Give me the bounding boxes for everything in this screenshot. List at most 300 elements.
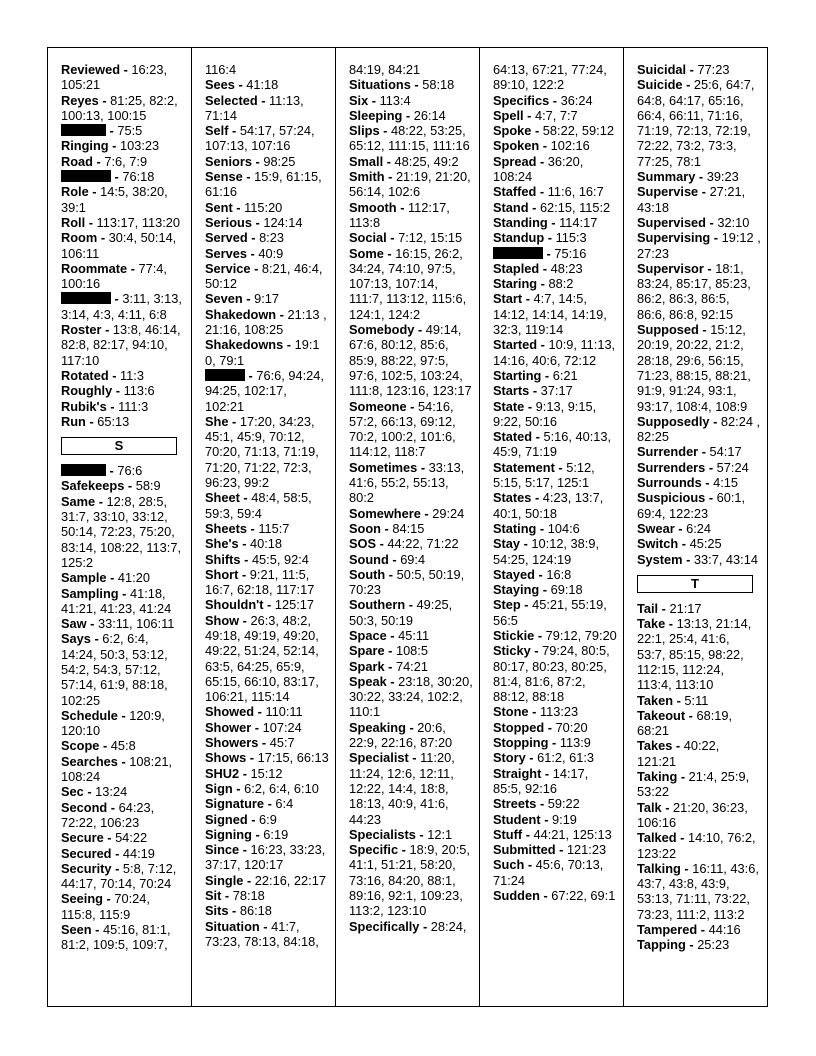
index-entry-role [61,184,185,215]
page-line-refs: 9:17 [254,291,280,307]
index-entry-supervise [637,184,761,215]
page-line-refs: 6:2, 6:4, 14:24, 50:3, 53:12, 54:2, 54:3, 57:12, 57:14, 61:9, 88:18, 102:25 [61,631,168,708]
term-separator: - [232,199,245,215]
page-line-refs: 5:11 [684,692,709,708]
index-entry-six [349,93,473,108]
index-entry-step [493,597,617,628]
index-term: Says [61,631,91,647]
index-entry-shifts [205,552,329,567]
page-line-refs: 79:12, 79:20 [545,627,617,643]
index-entry-specialists [349,827,473,842]
page-line-refs: 45:11 [398,627,430,643]
page-line-refs: 11:3 [120,367,144,383]
term-separator: - [384,643,396,659]
page-line-refs: 9:13, 9:15, 9:22, 50:16 [493,398,597,429]
index-entry-reyes [61,93,185,124]
term-separator: - [537,276,549,292]
term-separator: - [263,597,275,613]
index-term: Same [61,493,96,509]
index-entry-sheet [205,490,329,521]
page-line-refs: 37:17 [540,383,573,399]
page-line-refs: 11:6, 16:7 [547,184,604,200]
index-entry-service [205,261,329,292]
index-entry-sound [349,552,473,567]
term-separator: - [410,77,423,93]
term-separator: - [539,138,551,154]
index-entry-sleeping [349,108,473,123]
index-term: Spoken [493,138,540,154]
index-term: Seniors [205,153,252,169]
index-term: Sits [205,903,229,919]
term-separator: - [406,398,418,414]
index-term: Shows [205,750,247,766]
term-separator: - [661,799,674,815]
index-term: Scope [61,738,100,754]
page-line-refs: 19:12 , 27:23 [637,230,761,261]
page-line-refs: 44:22, 71:22 [387,536,459,552]
term-separator: - [419,918,431,934]
index-term: Ringing [61,138,109,154]
term-separator: - [239,490,252,506]
index-entry-shakedown [205,307,329,338]
term-separator: - [541,367,553,383]
page-line-refs: 74:21 [395,658,428,674]
index-entry-stickie [493,628,617,643]
term-separator: - [386,230,399,246]
index-entry-social [349,230,473,245]
index-entry-specific [349,842,473,918]
index-entry-secured [61,846,185,861]
page-line-refs: 82:24 , 82:25 [637,413,761,445]
index-entry-sample [61,570,185,585]
term-separator: - [242,291,255,307]
page-line-refs: 12:1 [427,826,453,842]
index-entry-stapled [493,261,617,276]
term-separator: - [386,673,399,689]
page-line-refs: 45:7 [269,735,295,751]
index-term: Roster [61,322,102,338]
term-separator: - [674,520,687,536]
index-term: Speaking [349,719,406,735]
index-entry-space [349,628,473,643]
term-separator: - [385,566,397,582]
index-term: Service [205,260,251,276]
index-term: Stopped [493,719,545,735]
page-line-refs: 88:2 [548,276,574,292]
index-entry-talking [637,861,761,922]
page-line-refs: 45:21, 55:19, 56:5 [493,597,607,628]
term-separator: - [251,214,264,230]
page-line-refs: 10:12, 38:9, 54:25, 124:19 [493,536,600,567]
page-line-refs: 8:21, 46:4, 50:12 [205,260,323,292]
index-entry-sos [349,536,473,551]
page-line-refs: 54:17, 57:24, 107:13, 107:16 [205,123,315,154]
index-term: Specifically [349,918,420,934]
index-entry-straight [493,766,617,797]
term-separator: - [254,704,266,720]
term-separator: - [705,490,717,506]
index-entry [205,368,329,414]
index-entry-seven [205,291,329,306]
term-separator: - [239,765,251,781]
page-line-refs: 5:8, 7:12, 44:17, 70:14, 70:24 [61,860,177,892]
index-entry-standup [493,230,617,245]
page-line-refs: 5:12, 5:15, 5:17, 125:1 [493,459,595,491]
index-term: Situation [205,918,260,934]
page-line-refs: 45:16, 81:1, 81:2, 109:5, 109:7, [61,922,171,953]
index-entry-stopping [493,735,617,750]
term-separator: - [251,826,264,842]
letter-header: S [61,437,177,455]
term-separator: - [88,184,101,200]
index-term: Role [61,184,89,200]
index-term: Sees [205,77,235,93]
index-entry-submitted [493,842,617,857]
index-entry-statement [493,460,617,491]
page-line-refs: 120:9, 120:10 [61,707,165,739]
index-entry-spare [349,643,473,658]
index-term: South [349,566,386,582]
page-line-refs: 19:1 0, 79:1 [205,337,320,368]
index-entry-shouldn-t [205,597,329,612]
index-entry-speak [349,674,473,720]
term-separator: - [710,230,722,246]
index-term: Spare [349,643,385,659]
page-line-refs: 49:25, 50:3, 50:19 [349,597,453,628]
page-line-refs: 27:21, 43:18 [637,184,746,215]
page-line-refs: 13:24 [95,784,128,800]
page-line-refs: 17:15, 66:13 [257,750,329,766]
index-entry-sense [205,169,329,200]
index-entry-student [493,812,617,827]
page-line-refs: 48:22, 53:25, 65:12, 111:15, 111:16 [349,123,470,154]
term-separator: - [251,153,264,169]
index-entry-she-s [205,536,329,551]
index-entry-sees [205,77,329,92]
page-line-refs: 4:7, 7:7 [534,107,578,123]
index-term: Someone [349,398,407,414]
index-entry-selected [205,93,329,124]
term-separator: - [383,245,396,261]
index-entry-specifically [349,919,473,934]
term-separator: - [520,597,533,613]
index-entry-ringing [61,138,185,153]
index-entry-sticky [493,643,617,704]
index-entry [61,169,185,184]
index-term: Show [205,612,240,628]
index-term: Sample [61,570,107,586]
term-separator: - [530,643,543,659]
page-line-refs: 61:2, 61:3 [537,750,595,766]
page-line-refs: 110:11 [265,704,303,720]
term-separator: - [257,92,270,108]
index-term: Roughly [61,383,113,399]
index-entry-streets [493,796,617,811]
index-term: Serves [205,245,247,261]
index-entry-serious [205,215,329,230]
index-term: Tampered [637,922,698,938]
index-entry-taking [637,769,761,800]
index-entry-schedule [61,708,185,739]
index-entry-specialist [349,750,473,826]
index-entry-sent [205,200,329,215]
page-line-refs: 76:6, 94:24, 94:25, 102:17, 102:21 [205,367,324,414]
index-entry-surrounds [637,475,761,490]
page-line-refs: 17:20, 34:23, 45:1, 45:9, 70:12, 70:20, 71:13, 71:19, 71:20, 71:22, 72:3, 96:23, 99:2 [205,413,319,491]
index-term: Self [205,123,229,139]
page-line-refs: 16:15, 26:2, 34:24, 74:10, 97:5, 107:13, 107:14, 111:7, 113:12, 115:6, 124:1, 124:2 [349,245,467,322]
page-line-refs: 58:18 [422,77,455,93]
index-entry-specifics [493,93,617,108]
page-line-refs: 25:23 [697,937,730,953]
index-term: Staring [493,276,538,292]
index-entry-seniors [205,154,329,169]
page-line-refs: 115:3 [555,230,587,246]
index-term: Stated [493,429,533,445]
index-term: Such [493,857,525,873]
page-line-refs: 6:19 [263,826,289,842]
index-term: Talking [637,860,681,876]
term-separator: - [554,459,567,475]
index-entry-stand [493,200,617,215]
page-line-refs: 125:17 [274,597,314,613]
page-line-refs: 16:11, 43:6, 43:7, 43:8, 43:9, 53:13, 71:11, 73:22, 73:23, 111:2, 113:2 [637,860,759,922]
index-term: Somebody [349,322,415,338]
index-entry-supposedly [637,414,761,445]
index-entry [205,62,329,77]
page-line-refs: 6:4 [275,796,294,812]
index-entry-self [205,123,329,154]
term-separator: - [420,505,433,521]
index-entry-smith [349,169,473,200]
term-separator: - [532,429,544,445]
index-term: Surrender [637,444,699,460]
page-line-refs: 86:18 [239,903,272,919]
term-separator: - [376,536,388,552]
index-term: Secured [61,845,112,861]
page-line-refs: 54:17 [709,444,742,460]
page-line-refs: 9:19 [552,811,577,827]
term-separator: - [102,891,115,907]
term-separator: - [384,658,396,674]
term-separator: - [555,842,567,858]
index-term: Taken [637,692,674,708]
index-term: Talked [637,830,677,846]
index-term: Straight [493,765,542,781]
term-separator: - [103,830,116,846]
index-term: Speak [349,673,387,689]
page-line-refs: 54:16, 57:2, 66:13, 69:12, 70:2, 100:2, 101:6, 114:12, 118:7 [349,398,456,460]
page-line-refs: 58:22, 59:12 [542,123,614,139]
index-entry-soon [349,521,473,536]
term-separator: - [705,459,717,475]
term-separator: - [548,735,560,751]
page-line-refs: 45:6, 70:13, 71:24 [493,857,604,888]
index-term: States [493,490,532,506]
page-line-refs: 40:9 [258,245,284,261]
page-line-refs: 45:25 [689,536,722,552]
index-entry-spell [493,108,617,123]
index-entry-such [493,857,617,888]
index-term: Small [349,153,384,169]
index-entry [61,291,185,322]
index-entry-roughly [61,383,185,398]
index-entry-system [637,552,761,567]
index-term: Seeing [61,891,103,907]
index-term: Take [637,616,666,632]
index-entry-supposed [637,322,761,414]
page-line-refs: 124:14 [263,214,303,230]
page-line-refs: 48:23 [550,260,583,276]
page-line-refs: 21:20, 36:23, 106:16 [637,799,748,830]
index-entry-suicide [637,77,761,169]
page-line-refs: 48:25, 49:2 [394,153,459,169]
term-separator: - [106,123,118,139]
term-separator: - [117,753,130,769]
index-term: Searches [61,753,118,769]
page-line-refs: 70:24, 115:8, 115:9 [61,891,150,922]
term-separator: - [543,245,555,261]
page-line-refs: 108:21, 108:24 [61,753,172,785]
index-column-4 [479,48,623,1006]
index-entry-sits [205,903,329,918]
term-separator: - [368,92,380,108]
page-line-refs: 76:6 [117,463,143,479]
page-line-refs: 59:22 [547,796,580,812]
page-line-refs: 12:8, 28:5, 31:7, 33:10, 33:12, 50:14, 72:23, 75:20, 83:14, 108:22, 113:7, 125:2 [61,493,182,570]
index-entry [61,123,185,138]
index-term: Smooth [349,199,397,215]
index-term: Shouldn't [205,597,264,613]
index-term: Step [493,597,521,613]
index-entry-roster [61,322,185,368]
term-separator: - [672,738,684,754]
index-term: Tail [637,600,659,616]
index-term: Taking [637,769,678,785]
index-term: Signed [205,811,248,827]
page-line-refs: 114:17 [559,214,598,230]
page-line-refs: 9:21, 11:5, 16:7, 62:18, 117:17 [205,566,315,598]
index-entry-tampered [637,922,761,937]
index-term: Staffed [493,184,537,200]
page-line-refs: 102:16 [550,138,590,154]
index-term: Streets [493,796,537,812]
index-term: Road [61,153,93,169]
index-entry-staring [493,276,617,291]
term-separator: - [534,566,547,582]
index-entry-tail [637,601,761,616]
term-separator: - [520,536,532,552]
index-term: Spark [349,658,385,674]
page-line-refs: 75:5 [117,123,143,139]
page-line-refs: 26:3, 48:2, 49:18, 49:19, 49:20, 49:22, 51:24, 52:14, 63:5, 64:25, 65:9, 65:15, 66:10, 83:17, 106:21, 115:14 [205,612,319,705]
page-line-refs: 116:4 [205,62,237,77]
index-term: Sticky [493,643,531,659]
index-entry-spoke [493,123,617,138]
index-term: Security [61,860,112,876]
page-line-refs: 78:18 [232,888,265,904]
index-term: Sudden [493,888,540,904]
term-separator: - [701,475,714,491]
page-line-refs: 11:20, 11:24, 12:6, 12:11, 12:22, 14:4, 18:8, 18:13, 40:9, 41:6, 44:23 [349,750,455,827]
page-line-refs: 29:24 [432,505,465,521]
term-separator: - [665,616,677,632]
index-entry-sit [205,888,329,903]
index-entry-somebody [349,322,473,398]
page-line-refs: 14:10, 76:2, 123:22 [637,830,756,861]
term-separator: - [522,826,534,842]
page-line-refs: 108:5 [395,643,428,659]
page-line-refs: 69:18 [550,582,583,598]
page-line-refs: 33:7, 43:14 [693,551,758,567]
redacted-block [61,292,111,304]
term-separator: - [544,719,556,735]
term-separator: - [536,153,548,169]
term-separator: - [396,199,409,215]
index-term: Stone [493,704,529,720]
index-term: Surrounds [637,475,702,491]
term-separator: - [86,616,98,632]
term-separator: - [118,585,130,601]
term-separator: - [384,169,396,185]
index-entry-sheets [205,521,329,536]
index-term: Spoke [493,123,532,139]
index-entry-showers [205,735,329,750]
term-separator: - [107,799,119,815]
index-entry-summary [637,169,761,184]
term-separator: - [682,77,694,93]
term-separator: - [276,306,288,322]
index-term: Roll [61,214,86,230]
index-entry-surrender [637,444,761,459]
term-separator: - [124,478,136,494]
index-entry-searches [61,754,185,785]
index-entry-run [61,414,185,429]
page-line-refs: 64:13, 67:21, 77:24, 89:10, 122:2 [493,62,607,93]
index-term: Staying [493,582,540,598]
index-entry-takeout [637,708,761,739]
term-separator: - [541,765,553,781]
index-entry-reviewed [61,62,185,93]
page-line-refs: 21:17 [669,600,702,616]
term-separator: - [658,600,670,616]
term-separator: - [415,826,428,842]
page-line-refs: 21:19, 21:20, 56:14, 102:6 [349,169,471,200]
index-term: Student [493,811,541,827]
page-line-refs: 15:12, 20:19, 20:22, 21:2, 28:18, 29:6, 56:15, 71:23, 88:15, 88:21, 91:9, 91:24, 93:1, 93:17, 108:4, 108:9 [637,322,751,414]
term-separator: - [111,845,123,861]
term-separator: - [524,398,536,414]
term-separator: - [383,153,395,169]
term-separator: - [698,322,711,338]
index-term: Swear [637,520,675,536]
index-entry-staying [493,582,617,597]
term-separator: - [251,719,263,735]
term-separator: - [676,830,688,846]
page-line-refs: 33:13, 41:6, 55:2, 55:13, 80:2 [349,459,465,506]
index-term: Social [349,230,387,246]
index-term: Sheets [205,520,247,536]
index-term: Specialist [349,750,409,766]
index-entry-since [205,842,329,873]
page-line-refs: 4:7, 14:5, 14:12, 14:14, 14:19, 32:3, 119:14 [493,291,607,338]
index-entry-talk [637,800,761,831]
term-separator: - [386,627,399,643]
page-line-refs: 68:19, 68:21 [637,707,733,739]
index-term: Shower [205,719,252,735]
page-line-refs: 30:4, 50:14, 106:11 [61,230,177,261]
term-separator: - [106,463,118,479]
